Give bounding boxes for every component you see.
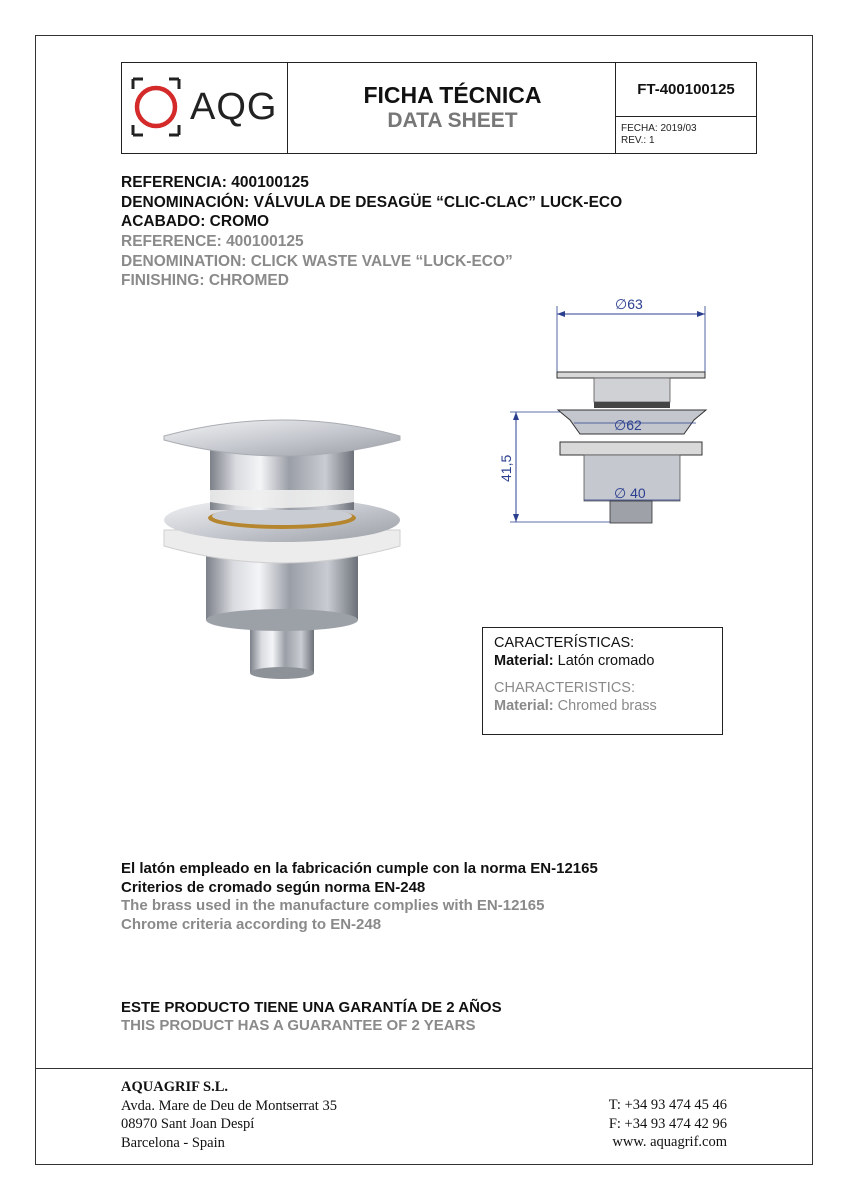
logo-text: AQG	[190, 86, 278, 128]
material-label-es: Material:	[494, 653, 554, 669]
characteristics-title-en: CHARACTERISTICS:	[494, 680, 635, 696]
material-value-es: Latón cromado	[553, 653, 655, 669]
address-line-2: 08970 Sant Joan Despí	[121, 1116, 255, 1132]
dim-bottom-label: ∅ 40	[614, 485, 646, 501]
title-en: DATA SHEET	[387, 109, 518, 132]
website-link[interactable]: www. aquagrif.com	[612, 1134, 727, 1150]
reference-en: REFERENCE: 400100125	[121, 233, 304, 250]
document-meta	[621, 123, 697, 147]
norm-chrome-es: Criterios de cromado según norma EN-248	[121, 878, 426, 896]
document-code: FT-400100125	[616, 63, 756, 117]
aqg-logo-icon	[129, 75, 183, 139]
product-photo	[158, 410, 408, 685]
company-name: AQUAGRIF S.L.	[121, 1079, 229, 1095]
material-es	[494, 652, 722, 670]
dim-height-label: 41,5	[498, 454, 514, 482]
characteristics-box	[482, 627, 723, 735]
footer-divider	[36, 1068, 812, 1069]
norms-en	[121, 897, 544, 934]
logo-cell	[122, 63, 288, 153]
finishing-es: ACABADO: CROMO	[121, 213, 270, 230]
fax-number: F: +34 93 474 42 96	[608, 1115, 727, 1132]
reference-es: REFERENCIA: 400100125	[121, 174, 309, 191]
characteristics-title-es: CARACTERÍSTICAS:	[494, 635, 635, 651]
denomination-es: DENOMINACIÓN: VÁLVULA DE DESAGÜE “CLIC-CLAC” LUCK-ECO	[121, 193, 623, 211]
address-line-1: Avda. Mare de Deu de Montserrat 35	[121, 1097, 337, 1114]
title-es: FICHA TÉCNICA	[363, 82, 542, 108]
guarantee-es: ESTE PRODUCTO TIENE UNA GARANTÍA DE 2 AÑOS	[121, 999, 502, 1016]
dim-top-label: ∅63	[615, 296, 643, 312]
info-es	[121, 173, 622, 232]
material-label-en: Material:	[494, 698, 554, 714]
norm-chrome-en: Chrome criteria according to EN-248	[121, 915, 382, 933]
technical-drawing	[498, 292, 718, 532]
norms-es	[121, 860, 598, 897]
denomination-en: DENOMINATION: CLICK WASTE VALVE “LUCK-ECO”	[121, 252, 513, 270]
material-en	[494, 697, 722, 715]
footer-contact	[609, 1096, 727, 1152]
document-date: FECHA: 2019/03	[621, 123, 697, 134]
header-table	[121, 62, 757, 154]
address-line-3: Barcelona - Spain	[121, 1134, 225, 1151]
dim-mid-label: ∅62	[614, 417, 642, 433]
material-value-en: Chromed brass	[553, 698, 657, 714]
guarantee-en: THIS PRODUCT HAS A GUARANTEE OF 2 YEARS	[121, 1017, 476, 1034]
info-en	[121, 232, 513, 291]
document-revision: REV.: 1	[621, 135, 655, 146]
norm-brass-es: El latón empleado en la fabricación cumple con la norma EN-12165	[121, 860, 598, 877]
footer-address	[121, 1078, 337, 1152]
code-cell	[615, 63, 756, 153]
finishing-en: FINISHING: CHROMED	[121, 272, 289, 289]
norm-brass-en: The brass used in the manufacture complies with EN-12165	[121, 897, 545, 914]
phone-number: T: +34 93 474 45 46	[608, 1097, 727, 1113]
